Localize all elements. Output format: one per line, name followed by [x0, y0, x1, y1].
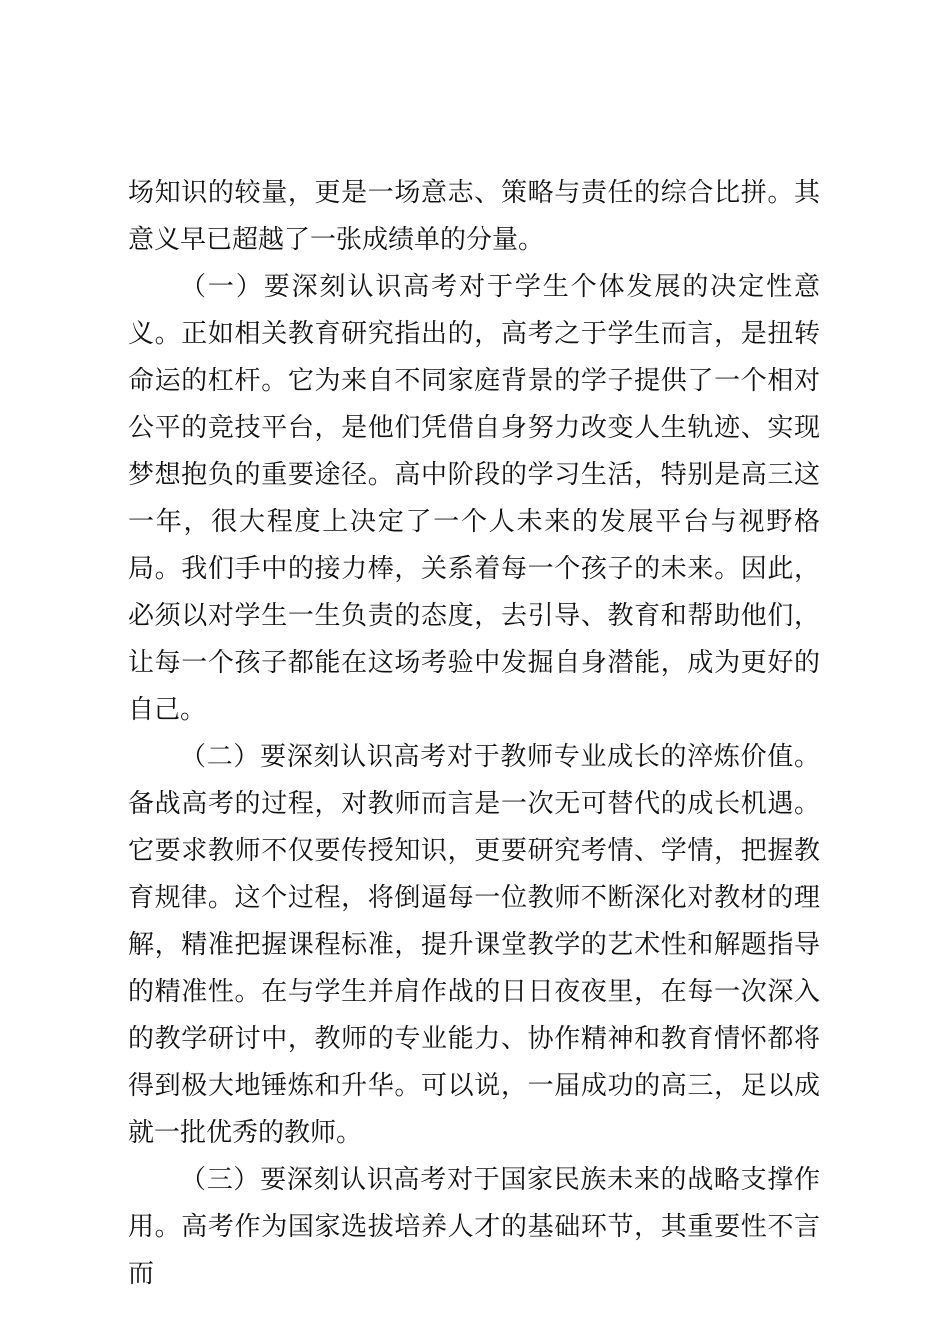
paragraph-continuation: 场知识的较量，更是一场意志、策略与责任的综合比拼。其意义早已超越了一张成绩单的分量。 [128, 178, 820, 255]
paragraph-section-1: （一）要深刻认识高考对于学生个体发展的决定性意义。正如相关教育研究指出的，高考之于学生而言，是扭转命运的杠杆。它为来自不同家庭背景的学子提供了一个相对公平的竞技平台，是他们凭借自身努力改变人生轨迹、实现梦想抱负的重要途径。高中阶段的学习生活，特别是高三这一年，很大程度上决定了一个人未来的发展平台与视野格局。我们手中的接力棒，关系着每一个孩子的未来。因此，必须以对学生一生负责的态度，去引导、教育和帮助他们，让每一个孩子都能在这场考验中发掘自身潜能，成为更好的自己。 [128, 272, 820, 725]
paragraph-section-2: （二）要深刻认识高考对于教师专业成长的淬炼价值。备战高考的过程，对教师而言是一次无可替代的成长机遇。它要求教师不仅要传授知识，更要研究考情、学情，把握教育规律。这个过程，将倒逼每一位教师不断深化对教材的理解，精准把握课程标准，提升课堂教学的艺术性和解题指导的精准性。在与学生并肩作战的日日夜夜里，在每一次深入的教学研讨中，教师的专业能力、协作精神和教育情怀都将得到极大地锤炼和升华。可以说，一届成功的高三，足以成就一批优秀的教师。 [128, 742, 820, 1148]
body-text [128, 170, 820, 1298]
paragraph-section-3: （三）要深刻认识高考对于国家民族未来的战略支撑作用。高考作为国家选拔培养人才的基础环节，其重要性不言而 [128, 1165, 820, 1289]
